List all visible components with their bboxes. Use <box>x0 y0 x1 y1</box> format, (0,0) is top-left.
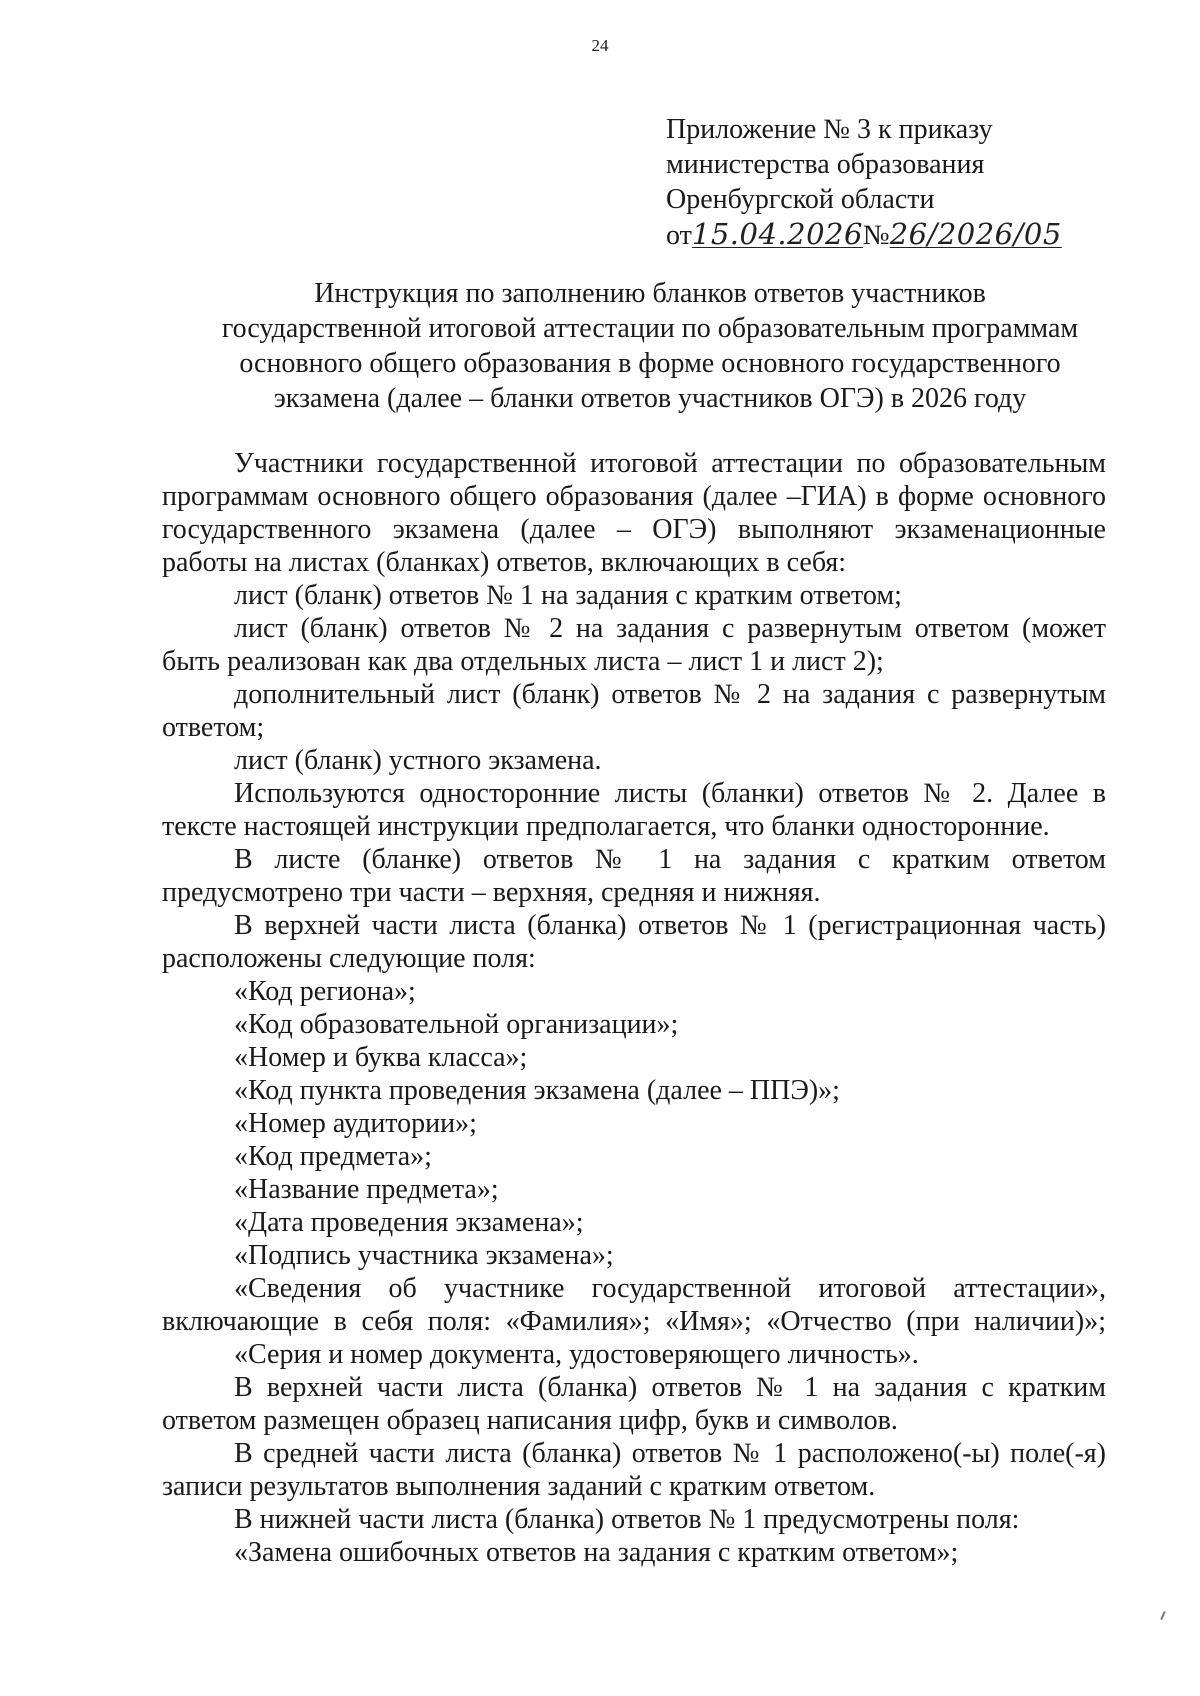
title-line-2: государственной итоговой аттестации по образовательным программам <box>221 313 1079 344</box>
paragraph-sample-text: В верхней части листа (бланка) ответов № 1 на задания с кратким ответом размещен образец написания цифр, букв и символов. <box>162 1372 1106 1436</box>
appendix-line-1: Приложение № 3 к приказу <box>666 114 993 145</box>
number-prefix: № <box>862 220 890 251</box>
order-date-number-line <box>666 217 1106 253</box>
handwritten-date: 15.04.2026 <box>691 217 863 251</box>
appendix-line-3: Оренбургской области <box>666 184 935 215</box>
title-line-4: экзамена (далее – бланки ответов участников ОГЭ) в 2026 году <box>273 383 1027 414</box>
paragraph-participant-info: «Сведения об участнике государственной итоговой аттестации», включающие в себя поля: «Фамилия»; «Имя»; «Отчество (при наличии)»; <box>162 1273 1106 1337</box>
upper-field-region-code: «Код региона»; <box>234 976 416 1007</box>
paragraph-upper-part-intro: В верхней части листа (бланка) ответов № 1 (регистрационная часть) расположены следующие поля: <box>162 910 1106 974</box>
list-item-answer-sheet-2: лист (бланк) ответов № 2 на задания с развернутым ответом (может быть реализован как два отдельных листа – лист 1 и лист 2); <box>162 613 1106 677</box>
document-title <box>150 276 1150 416</box>
paragraph-one-sided: Используются односторонние листы (бланки) ответов № 2. Далее в тексте настоящей инструкции предполагается, что бланки односторонние. <box>162 778 1106 842</box>
paragraph-three-parts: В листе (бланке) ответов № 1 на задания с кратким ответом предусмотрено три части – верхняя, средняя и нижняя. <box>162 844 1106 908</box>
upper-field-subject-code: «Код предмета»; <box>234 1141 432 1172</box>
upper-field-participant-signature: «Подпись участника экзамена»; <box>234 1240 614 1271</box>
appendix-line-2: министерства образования <box>666 149 985 180</box>
upper-field-class: «Номер и буква класса»; <box>234 1042 528 1073</box>
list-item-answer-sheet-1: лист (бланк) ответов № 1 на задания с кратким ответом; <box>234 580 902 611</box>
upper-field-exam-date: «Дата проведения экзамена»; <box>234 1207 584 1238</box>
paragraph-middle-part: В средней части листа (бланка) ответов № 1 расположено(-ы) поле(-я) записи результатов выполнения заданий с кратким ответом. <box>162 1438 1106 1502</box>
paragraph-intro: Участники государственной итоговой аттестации по образовательным программам основного общего образования (далее –ГИА) в форме основного государственного экзамена (далее – ОГЭ) выполняют экзаменационные работы на листах (бланках) ответов, включающих в себя: <box>162 448 1106 578</box>
handwritten-order-number: 26/2026/05 <box>889 217 1062 251</box>
scan-artifact <box>1160 1611 1166 1620</box>
appendix-header <box>666 112 1106 253</box>
upper-field-organization-code: «Код образовательной организации»; <box>234 1009 679 1040</box>
document-body <box>162 447 1106 1569</box>
paragraph-document-field: «Серия и номер документа, удостоверяющего личность». <box>234 1339 919 1370</box>
title-line-3: основного общего образования в форме основного государственного <box>239 348 1061 379</box>
page-number: 24 <box>591 36 609 55</box>
date-prefix: от <box>666 220 692 251</box>
upper-field-exam-point-code: «Код пункта проведения экзамена (далее – ППЭ)»; <box>234 1075 840 1106</box>
list-item-oral-exam-sheet: лист (бланк) устного экзамена. <box>234 745 602 776</box>
list-item-additional-sheet-2: дополнительный лист (бланк) ответов № 2 на задания с развернутым ответом; <box>162 679 1106 743</box>
paragraph-lower-part-intro: В нижней части листа (бланка) ответов № 1 предусмотрены поля: <box>234 1504 1020 1535</box>
upper-field-room-number: «Номер аудитории»; <box>234 1108 477 1139</box>
lower-field-replacement: «Замена ошибочных ответов на задания с кратким ответом»; <box>234 1537 959 1568</box>
upper-field-subject-name: «Название предмета»; <box>234 1174 499 1205</box>
title-line-1: Инструкция по заполнению бланков ответов участников <box>314 278 986 309</box>
